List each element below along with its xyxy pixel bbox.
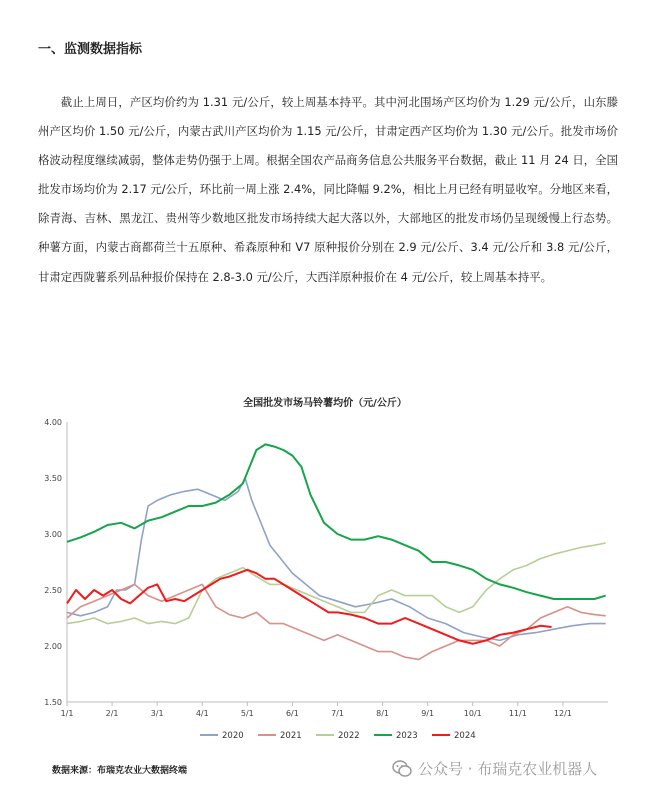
y-tick-label: 1.50 — [44, 698, 62, 707]
chart-series — [67, 444, 606, 659]
series-line-2023 — [67, 444, 606, 599]
x-tick-label: 9/1 — [421, 709, 435, 718]
legend-label-2024: 2024 — [454, 731, 476, 741]
legend-label-2022: 2022 — [338, 731, 360, 741]
chart-title: 全国批发市场马铃薯均价（元/公斤） — [243, 398, 407, 409]
y-tick-label: 4.00 — [44, 418, 62, 427]
legend-label-2023: 2023 — [396, 731, 418, 741]
x-tick-label: 4/1 — [195, 709, 209, 718]
series-line-2021 — [67, 584, 606, 659]
x-tick-label: 3/1 — [150, 709, 164, 718]
y-tick-label: 2.50 — [44, 586, 62, 595]
legend-label-2021: 2021 — [280, 731, 302, 741]
section-heading: 一、监测数据指标 — [38, 42, 143, 57]
chart-axes — [44, 418, 608, 718]
series-line-2024 — [67, 570, 552, 644]
y-tick-label: 3.00 — [44, 530, 62, 539]
x-tick-label: 2/1 — [105, 709, 119, 718]
watermark-text: 公众号 · 布瑞克农业机器人 — [418, 760, 598, 778]
x-tick-label: 7/1 — [331, 709, 344, 718]
x-tick-label: 8/1 — [376, 709, 390, 718]
x-tick-label: 5/1 — [240, 709, 254, 718]
summary-paragraph: 截止上周日，产区均价约为 1.31 元/公斤，较上周基本持平。其中河北围场产区均价为 1.29 元/公斤，山东滕州产区均价 1.50 元/公斤，内蒙古武川产区均价为 1.15 元/公斤，甘肃定西产区均价为 1.30 元/公斤。批发市场价格波动程度继续减弱，整体走势仍强于上周。根据全国农产品商务信息公共服务平台数据，截止 11 月 24 日，全国批发市场均价为 2.17 元/公斤，环比前一周上涨 2.4%，同比降幅 9.2%，相比上月已经有明显收窄。分地区来看，除青海、吉林、黑龙江、贵州等少数地区批发市场持续大起大落以外，大部地区的批发市场仍呈现缓慢上行态势。种薯方面，内蒙古商都荷兰十五原种、希森原种和 V7 原种报价分别在 2.9 元/公斤、3.4 元/公斤和 3.8 元/公斤，甘肃定西陇薯系列品种报价保持在 2.8-3.0 元/公斤，大西洋原种报价在 4 元/公斤，较上周基本持平。 — [38, 95, 618, 284]
price-chart — [30, 390, 620, 758]
watermark — [392, 758, 597, 779]
source-note: 数据来源：布瑞克农业大数据终端 — [52, 766, 188, 776]
series-line-2020 — [67, 478, 606, 640]
x-tick-label: 11/1 — [508, 709, 527, 718]
x-tick-label: 1/1 — [60, 709, 74, 718]
y-tick-label: 2.00 — [44, 642, 62, 651]
x-tick-label: 12/1 — [553, 709, 572, 718]
legend-label-2020: 2020 — [222, 731, 244, 741]
chart-legend — [200, 731, 476, 741]
x-tick-label: 10/1 — [463, 709, 482, 718]
y-tick-label: 3.50 — [44, 474, 62, 483]
wechat-icon — [392, 759, 412, 779]
x-tick-label: 6/1 — [285, 709, 299, 718]
